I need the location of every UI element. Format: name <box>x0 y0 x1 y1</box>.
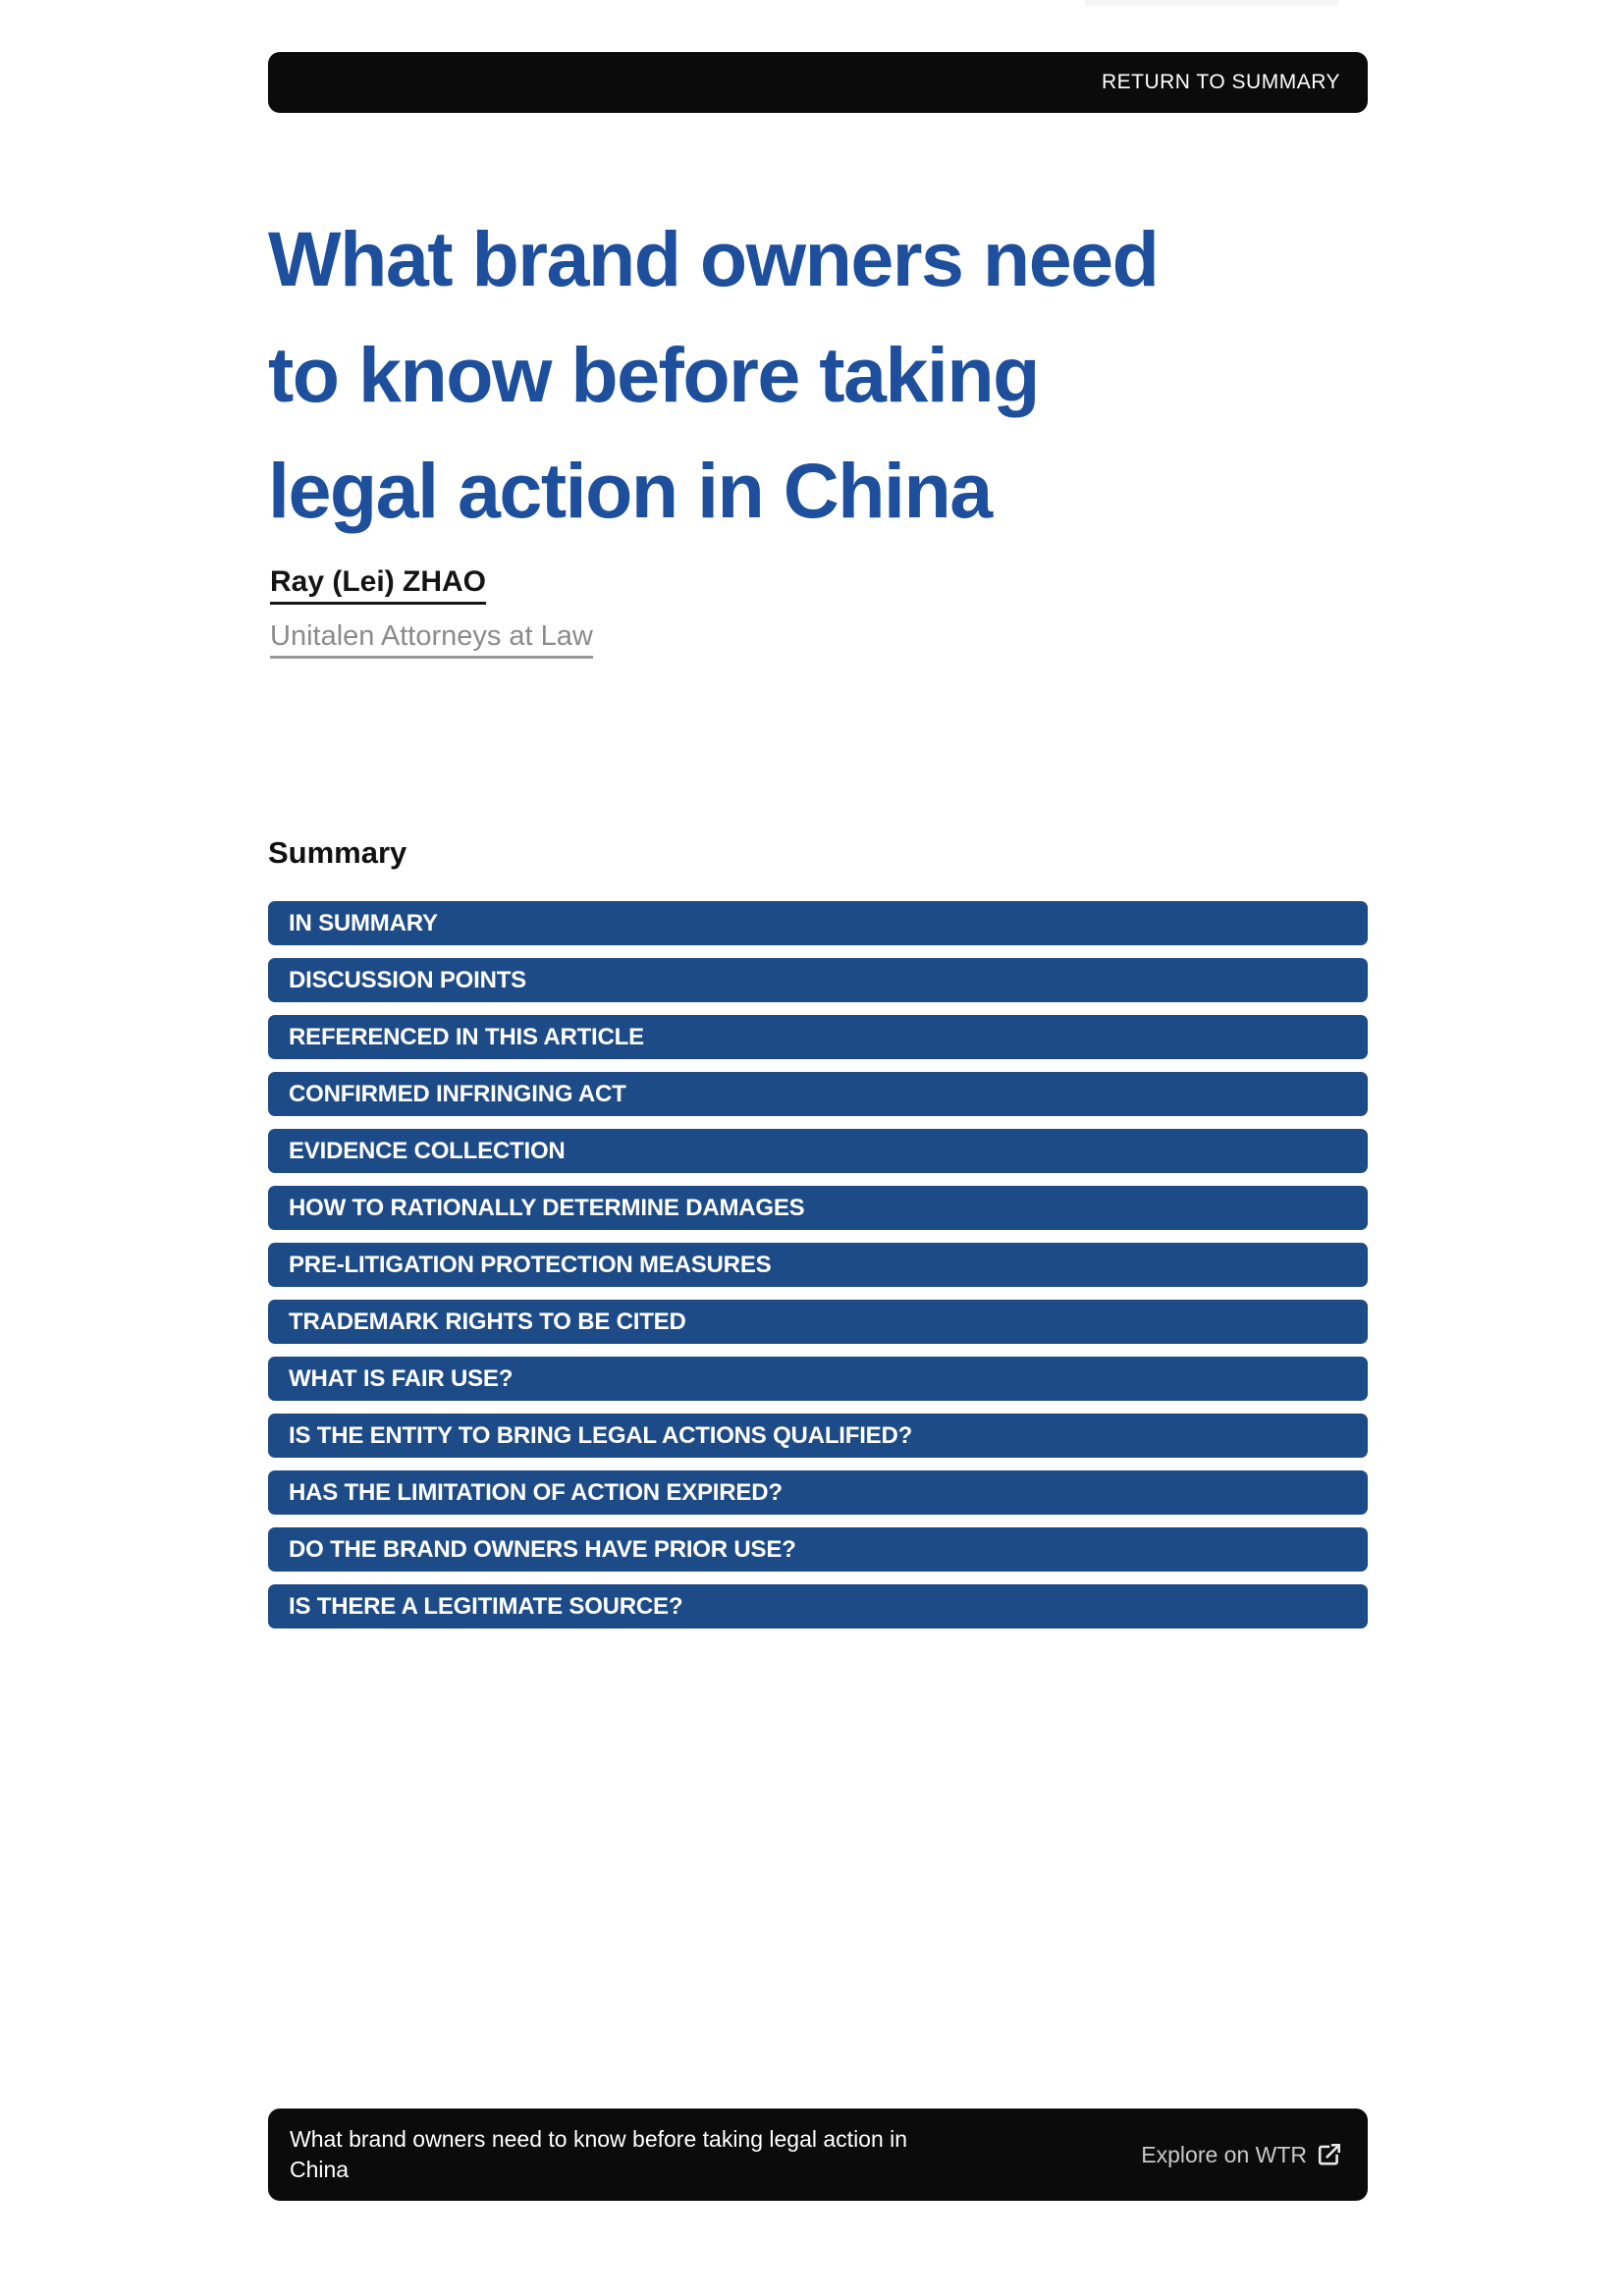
summary-item-label: IS THERE A LEGITIMATE SOURCE? <box>289 1592 683 1620</box>
page-title-line-3: legal action in China <box>268 446 992 534</box>
summary-item[interactable] <box>268 901 1368 945</box>
footer-bar <box>268 2109 1368 2201</box>
summary-item-label: CONFIRMED INFRINGING ACT <box>289 1080 626 1107</box>
summary-item-label: HAS THE LIMITATION OF ACTION EXPIRED? <box>289 1478 783 1506</box>
summary-item-label: PRE-LITIGATION PROTECTION MEASURES <box>289 1251 772 1278</box>
summary-item-label: EVIDENCE COLLECTION <box>289 1137 566 1164</box>
summary-item[interactable] <box>268 958 1368 1002</box>
summary-item[interactable] <box>268 1072 1368 1116</box>
summary-item[interactable] <box>268 1129 1368 1173</box>
summary-item[interactable] <box>268 1414 1368 1458</box>
page-title-line-1: What brand owners need <box>268 214 1159 302</box>
summary-item[interactable] <box>268 1243 1368 1287</box>
summary-item[interactable] <box>268 1357 1368 1401</box>
page-edge-artifact <box>1085 0 1338 6</box>
summary-item[interactable] <box>268 1300 1368 1344</box>
summary-item-label: IN SUMMARY <box>289 909 438 936</box>
summary-heading: Summary <box>268 835 407 870</box>
firm-link[interactable]: Unitalen Attorneys at Law <box>270 620 593 659</box>
summary-item-label: WHAT IS FAIR USE? <box>289 1364 514 1392</box>
external-link-icon <box>1317 2142 1342 2167</box>
return-to-summary-label: RETURN TO SUMMARY <box>1101 71 1340 93</box>
summary-item[interactable] <box>268 1584 1368 1629</box>
page-title-line-2: to know before taking <box>268 330 1039 418</box>
summary-item[interactable] <box>268 1186 1368 1230</box>
summary-item-label: HOW TO RATIONALLY DETERMINE DAMAGES <box>289 1194 805 1221</box>
summary-item-label: DISCUSSION POINTS <box>289 966 526 993</box>
summary-item[interactable] <box>268 1470 1368 1515</box>
summary-item-label: TRADEMARK RIGHTS TO BE CITED <box>289 1308 686 1335</box>
summary-item[interactable] <box>268 1015 1368 1059</box>
return-to-summary-button[interactable] <box>268 52 1368 113</box>
explore-on-wtr-link[interactable] <box>1141 2142 1342 2168</box>
summary-list <box>268 901 1368 1629</box>
summary-item[interactable] <box>268 1527 1368 1572</box>
page-title <box>268 201 1378 549</box>
summary-item-label: DO THE BRAND OWNERS HAVE PRIOR USE? <box>289 1535 796 1563</box>
footer-title: What brand owners need to know before taking legal action in China <box>290 2126 908 2182</box>
summary-item-label: IS THE ENTITY TO BRING LEGAL ACTIONS QUALIFIED? <box>289 1421 913 1449</box>
explore-on-wtr-label: Explore on WTR <box>1141 2141 1307 2167</box>
summary-item-label: REFERENCED IN THIS ARTICLE <box>289 1023 644 1050</box>
author-link[interactable]: Ray (Lei) ZHAO <box>270 565 486 605</box>
